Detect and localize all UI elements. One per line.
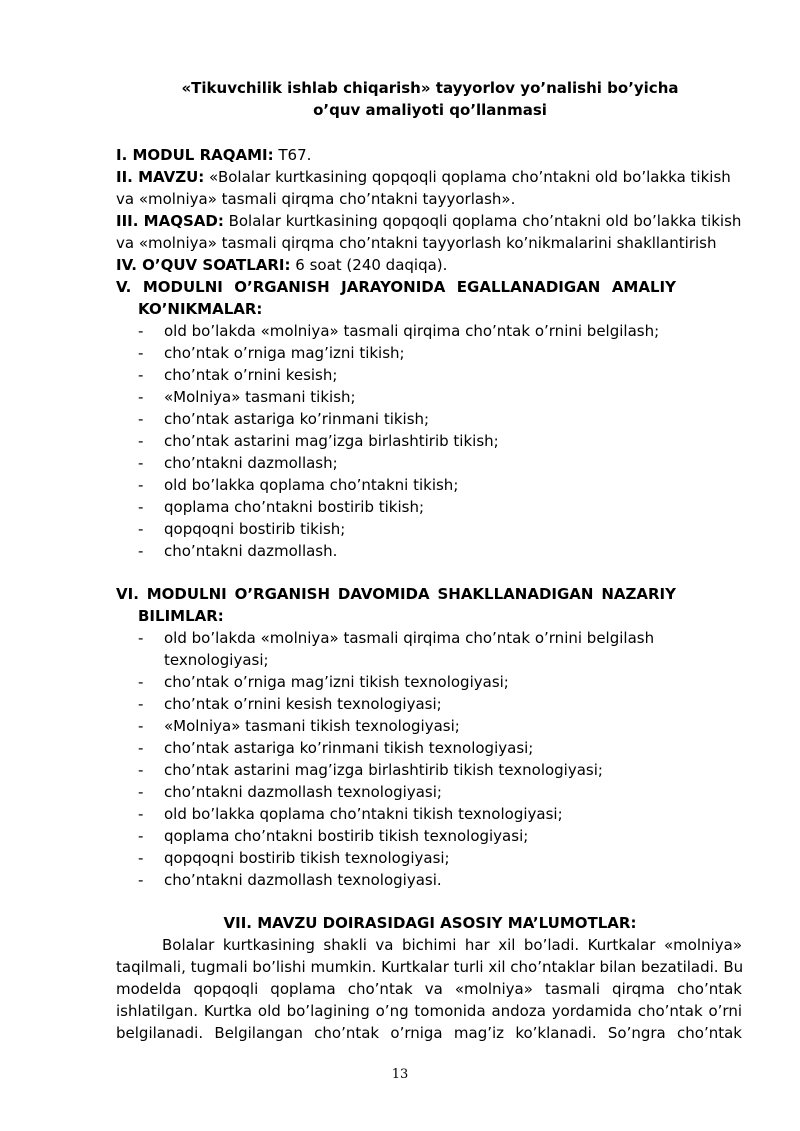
section-knowledge-heading [116, 583, 676, 605]
paragraph-line: taqilmali, tugmali bo’lishi mumkin. Kurtkalar turli xil cho’ntaklar bilan bezatiladi. Bu [116, 958, 744, 976]
document-title [100, 77, 760, 121]
title-line-2: o’quv amaliyoti qo’llanmasi [313, 101, 547, 119]
section-label: I. MODUL RAQAMI: [116, 146, 274, 164]
dash-bullet: - [138, 476, 144, 494]
section-value: T67. [273, 146, 312, 164]
dash-bullet: - [138, 717, 144, 735]
section-goal [116, 210, 741, 232]
heading-word: DAVOMIDA [337, 585, 430, 603]
heading-word: VI. MODULNI [116, 585, 227, 603]
heading-word: NAZARIY [601, 585, 676, 603]
dash-bullet: - [138, 388, 144, 406]
dash-bullet: - [138, 761, 144, 779]
paragraph-line: modelda qopqoqli qoplama cho’ntak va «molniya» tasmali qirqma cho’ntak [116, 980, 742, 998]
document-page: «Tikuvchilik ishlab chiqarish» tayyorlov yo’nalishi bo’yicha o’quv amaliyoti qo’llanmasi I. MODUL RAQAMI: T67. II. MAVZU: «Bolalar kurtkasining qopqoqli qoplama cho’ntakni old bo’lakka tikish va «molniya» tasmali qirqma cho’ntakni tayyorlash». III. MAQSAD: Bolalar kurtkasining qopqoqli qoplama cho’ntakni old bo’lakka tikish va «molniya» tasmali qirqma cho’ntakni tayyorlash ko’nikmalarini shakllantirish IV. O’QUV SOATLARI: 6 soat (240 daqiqa). V. MODULNI O’RGANISH JARAYONIDA EGALLANADIGAN AMALIY KO’NIKMALAR: - old bo’lakda «molniya» tasmali qirqima cho’ntak o’rnini belgilash; - cho’ntak o’rniga mag’izni tikish; - cho’ntak o’rnini kesish; - «Molniya» tasmani tikish; - cho’ntak astariga ko’rinmani tikish; - cho’ntak astarini mag’izga birlashtirib tikish; - cho’ntakni dazmollash; - old bo’lakka qoplama cho’ntakni tikish; - qoplama cho’ntakni bostirib tikish; - qopqoqni bostirib tikish; - cho’ntakni dazmollash. VI. MODULNI O’RGANISH DAVOMIDA SHAKLLANADIGAN NAZARIY BILIMLAR: - old bo’lakda «molniya» tasmali qirqima cho’ntak o’rnini belgilash texnologiyasi; - cho’ntak o’rniga mag’izni tikish texnologiyasi; - cho’ntak o’rnini kesish texnologiyasi; - «Molniya» tasmani tikish texnologiyasi; - cho’ntak astariga ko’rinmani tikish texnologiyasi; - cho’ntak astarini mag’izga birlashtirib tikish texnologiyasi; - cho’ntakni dazmollash texnologiyasi; - old bo’lakka qoplama cho’ntakni tikish texnologiyasi; - qoplama cho’ntakni bostirib tikish texnologiyasi; - qopqoqni bostirib tikish texnologiyasi; - cho’ntakni dazmollash texnologiyasi. VII. MAVZU DOIRASIDAGI ASOSIY MA’LUMOTLAR: Bolalar kurtkasining shakli va bichimi har xil bo’ladi. Kurtkalar «molniya» taqilmali, tugmali bo’lishi mumkin. Kurtkalar turli xil cho’ntaklar bilan bezatiladi. Bu modelda qopqoqli qoplama cho’ntak va «molniya» tasmali qirqma cho’ntak ishlatilgan. Kurtka old bo’lagining o’ng tomonida andoza yordamida cho’ntak o’rni belgilanadi. Belgilangan cho’ntak o’rniga mag’iz ko’klanadi. So’ngra cho’ntak 13 [0, 0, 800, 1131]
dash-bullet: - [138, 322, 144, 340]
heading-word: V. MODULNI [116, 278, 223, 296]
dash-bullet: - [138, 454, 144, 472]
heading-word: O’RGANISH [234, 585, 331, 603]
heading-word: AMALIY [611, 278, 676, 296]
paragraph-line: belgilanadi. Belgilangan cho’ntak o’rniga mag’iz ko’klanadi. So’ngra cho’ntak [116, 1024, 742, 1042]
dash-bullet: - [138, 520, 144, 538]
section-main-info-heading: VII. MAVZU DOIRASIDAGI ASOSIY MA’LUMOTLAR: [223, 914, 637, 932]
dash-bullet: - [138, 542, 144, 560]
paragraph-line: Bolalar kurtkasining shakli va bichimi har xil bo’ladi. Kurtkalar «molniya» [162, 936, 742, 954]
heading-word: JARAYONIDA [341, 278, 446, 296]
dash-bullet: - [138, 827, 144, 845]
dash-bullet: - [138, 739, 144, 757]
dash-bullet: - [138, 629, 144, 647]
dash-bullet: - [138, 366, 144, 384]
dash-bullet: - [138, 344, 144, 362]
section-knowledge-heading-continuation: BILIMLAR: [138, 607, 224, 625]
title-line-1: «Tikuvchilik ishlab chiqarish» tayyorlov yo’nalishi bo’yicha [181, 79, 679, 97]
section-study-hours [116, 254, 447, 276]
dash-bullet: - [138, 805, 144, 823]
page-number: 13 [391, 1067, 409, 1082]
dash-bullet: - [138, 410, 144, 428]
paragraph-line: ishlatilgan. Kurtka old bo’lagining o’ng tomonida andoza yordamida cho’ntak o’rni [116, 1002, 742, 1020]
section-topic-continuation: va «molniya» tasmali qirqma cho’ntakni tayyorlash». [116, 190, 516, 208]
section-goal-continuation: va «molniya» tasmali qirqma cho’ntakni tayyorlash ko’nikmalarini shakllantirish [116, 234, 717, 252]
section-value: Bolalar kurtkasining qopqoqli qoplama cho’ntakni old bo’lakka tikish [223, 212, 742, 230]
section-module-number [116, 144, 311, 166]
heading-word: SHAKLLANADIGAN [437, 585, 594, 603]
dash-bullet: - [138, 498, 144, 516]
section-topic [116, 166, 731, 188]
section-skills-heading [116, 276, 676, 298]
dash-bullet: - [138, 673, 144, 691]
section-label: II. MAVZU: [116, 168, 205, 186]
dash-bullet: - [138, 871, 144, 889]
section-value: 6 soat (240 daqiqa). [290, 256, 448, 274]
dash-bullet: - [138, 849, 144, 867]
section-skills-heading-continuation: KO’NIKMALAR: [138, 300, 263, 318]
section-value: «Bolalar kurtkasining qopqoqli qoplama cho’ntakni old bo’lakka tikish [204, 168, 731, 186]
heading-word: EGALLANADIGAN [456, 278, 601, 296]
heading-word: O’RGANISH [234, 278, 330, 296]
section-label: III. MAQSAD: [116, 212, 224, 230]
section-label: IV. O’QUV SOATLARI: [116, 256, 291, 274]
dash-bullet: - [138, 432, 144, 450]
dash-bullet: - [138, 783, 144, 801]
list-item-continuation: texnologiyasi; [164, 651, 269, 669]
dash-bullet: - [138, 695, 144, 713]
